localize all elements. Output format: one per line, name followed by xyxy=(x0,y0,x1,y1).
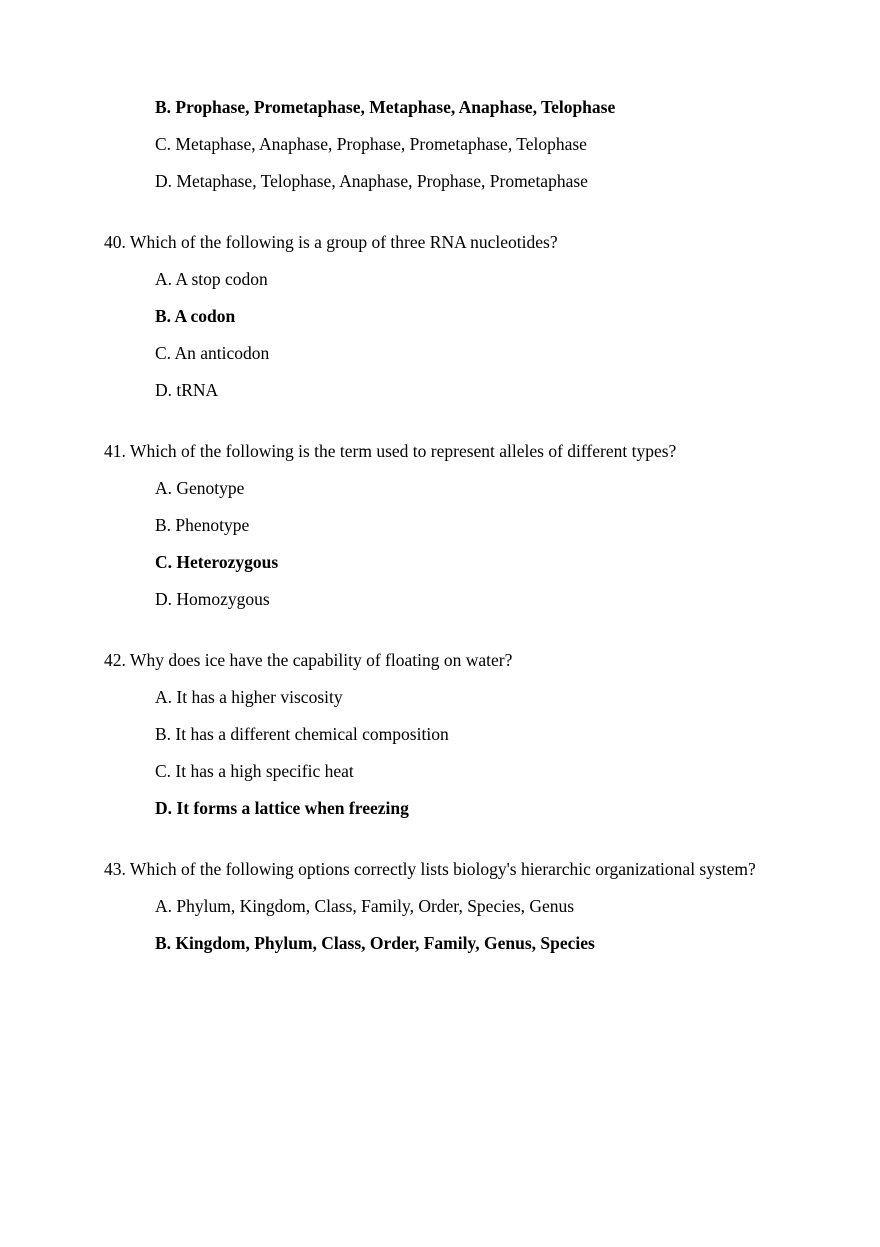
answer-option: A. Phylum, Kingdom, Class, Family, Order, Species, Genus xyxy=(155,896,575,916)
answer-option: D. It forms a lattice when freezing xyxy=(155,798,409,818)
question-block-41 xyxy=(104,439,786,612)
answer-option: A. Genotype xyxy=(155,478,245,498)
answer-option: C. Metaphase, Anaphase, Prophase, Prometaphase, Telophase xyxy=(155,134,587,154)
question-text: 40. Which of the following is a group of three RNA nucleotides? xyxy=(104,232,558,252)
question-block-42 xyxy=(104,648,786,821)
answer-option: B. Kingdom, Phylum, Class, Order, Family, Genus, Species xyxy=(155,933,595,953)
answer-option: D. Metaphase, Telophase, Anaphase, Prophase, Prometaphase xyxy=(155,171,588,191)
answer-option: C. It has a high specific heat xyxy=(155,761,354,781)
answer-option: C. Heterozygous xyxy=(155,552,279,572)
answer-option: A. A stop codon xyxy=(155,269,268,289)
question-text: 41. Which of the following is the term used to represent alleles of different types? xyxy=(104,441,677,461)
answer-option: B. It has a different chemical composition xyxy=(155,724,449,744)
question-text: 42. Why does ice have the capability of floating on water? xyxy=(104,650,513,670)
answer-option: D. tRNA xyxy=(155,380,219,400)
answer-option: B. Phenotype xyxy=(155,515,250,535)
quiz-content xyxy=(104,95,786,992)
question-block-40 xyxy=(104,230,786,403)
question-block-43 xyxy=(104,857,786,956)
answer-option: C. An anticodon xyxy=(155,343,270,363)
question-block-39 xyxy=(104,95,786,194)
answer-option: B. Prophase, Prometaphase, Metaphase, Anaphase, Telophase xyxy=(155,97,616,117)
question-text: 43. Which of the following options correctly lists biology's hierarchic organizational system? xyxy=(104,859,756,879)
answer-option: A. It has a higher viscosity xyxy=(155,687,343,707)
answer-option: D. Homozygous xyxy=(155,589,270,609)
answer-option: B. A codon xyxy=(155,306,236,326)
